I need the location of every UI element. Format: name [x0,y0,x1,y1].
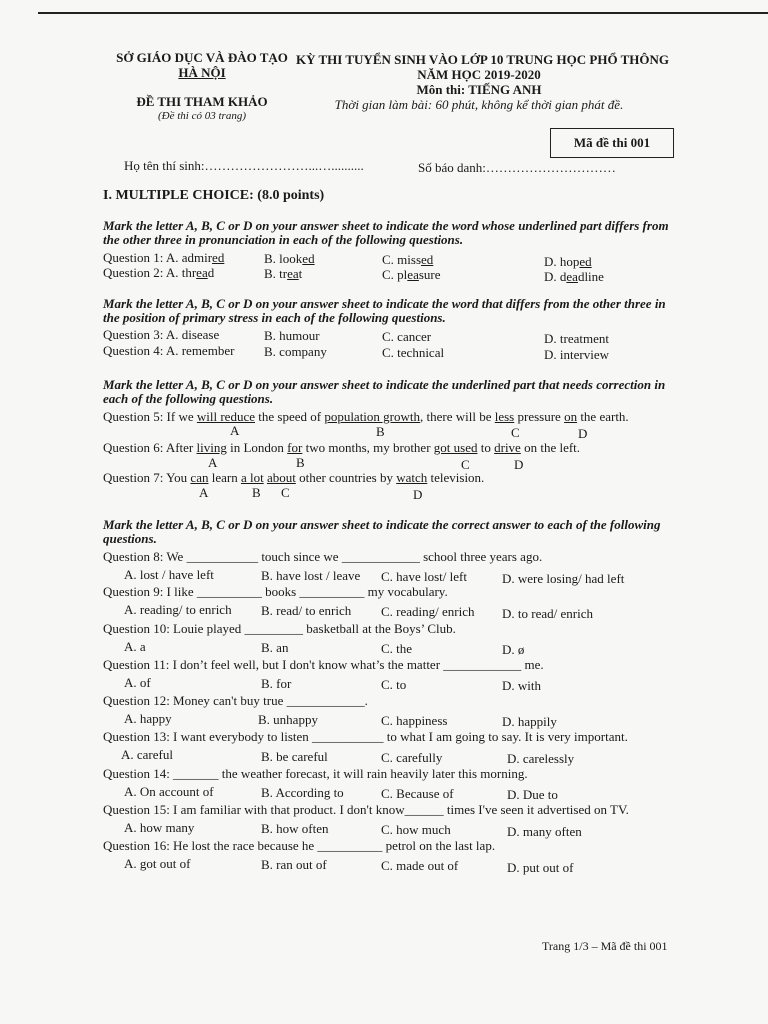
question-10-stem: Question 10: Louie played _________ basketball at the Boys’ Club. [103,621,456,636]
question-5-letter-d: D [578,426,588,441]
candidate-number-field: Số báo danh:………………………… [418,160,616,175]
top-border-line [38,12,768,14]
instruction-correction: Mark the letter A, B, C or D on your answer sheet to indicate the underlined part that needs correction in each of the following questions. [103,377,666,406]
question-12-stem: Question 12: Money can't buy true ____________. [103,693,368,708]
question-6: Question 6: After living in London for two months, my brother got used to drive on the left. [103,440,581,455]
question-6-letter-b: B [296,455,305,470]
question-9-d: D. to read/ enrich [502,606,593,621]
question-16-d: D. put out of [507,860,574,875]
question-12-c: C. happiness [381,713,448,728]
exam-title: KỲ THI TUYỂN SINH VÀO LỚP 10 TRUNG HỌC PHỔ THÔNG [296,52,669,67]
question-12-d: D. happily [502,714,557,729]
candidate-name-field: Họ tên thí sinh:……………………...….......... [124,158,364,173]
question-8-stem: Question 8: We ___________ touch since we ____________ school three years ago. [103,549,543,564]
subject: Môn thi: TIẾNG ANH [416,82,542,97]
question-2-c: C. pleasure [382,267,441,282]
question-16-a: A. got out of [124,856,191,871]
question-11-d: D. with [502,678,541,693]
question-14-c: C. Because of [381,786,454,801]
question-10-b: B. an [261,640,289,655]
question-10-c: C. the [381,641,413,656]
department-block [112,50,292,124]
question-15-d: D. many often [507,824,582,839]
question-8-a: A. lost / have left [124,567,214,582]
question-3-b: B. humour [264,328,320,343]
time-note: Thời gian làm bài: 60 phút, không kể thời gian phát đề. [334,97,624,112]
question-1-c: C. missed [382,252,434,267]
question-4-d: D. interview [544,347,609,362]
question-14-stem: Question 14: _______ the weather forecast, it will rain heavily later this morning. [103,766,528,781]
question-1-d: D. hoped [544,254,592,269]
exam-title-block [296,52,669,112]
department-line2: HÀ NỘI [178,65,226,80]
question-12-a: A. happy [124,711,172,726]
question-9-c: C. reading/ enrich [381,604,475,619]
question-11-c: C. to [381,677,407,692]
page-footer: Trang 1/3 – Mã đề thi 001 [542,939,668,953]
question-15-stem: Question 15: I am familiar with that product. I don't know______ times I've seen it advertised on TV. [103,802,629,817]
question-1-b: B. looked [264,251,315,266]
question-11-a: A. of [124,675,151,690]
question-3-d: D. treatment [544,331,609,346]
section-title: I. MULTIPLE CHOICE: (8.0 points) [103,188,325,203]
question-8-b: B. have lost / leave [261,568,361,583]
pages-note: (Đề thi có 03 trang) [158,110,246,122]
question-11-stem: Question 11: I don’t feel well, but I don't know what’s the matter ____________ me. [103,657,544,672]
question-5-letter-a: A [230,423,240,438]
question-7-letter-c: C [281,485,290,500]
school-year: NĂM HỌC 2019-2020 [417,67,541,82]
question-3-c: C. cancer [382,329,432,344]
question-15-c: C. how much [381,822,451,837]
question-13-c: C. carefully [381,750,443,765]
question-13-a: A. careful [121,747,173,762]
question-13-stem: Question 13: I want everybody to listen ___________ to what I am going to say. It is very important. [103,729,628,744]
question-9-a: A. reading/ to enrich [124,602,232,617]
question-16-stem: Question 16: He lost the race because he __________ petrol on the last lap. [103,838,496,853]
question-7: Question 7: You can learn a lot about other countries by watch television. [103,470,485,485]
question-4-b: B. company [264,344,327,359]
question-1-a: Question 1: A. admired [103,250,225,265]
question-5: Question 5: If we will reduce the speed of population growth, there will be less pressure on the earth. [103,409,629,424]
instruction-pronunciation: Mark the letter A, B, C or D on your answer sheet to indicate the word whose underlined part differs from the other three in pronunciation in each of the following questions. [103,218,669,247]
exam-code-box: Mã đề thi 001 [550,128,674,158]
doc-type: ĐỀ THI THAM KHẢO [136,94,268,109]
department-line1: SỞ GIÁO DỤC VÀ ĐÀO TẠO [116,50,288,65]
question-6-letter-d: D [514,457,524,472]
question-7-letter-d: D [413,487,423,502]
question-5-letter-c: C [511,425,520,440]
question-3-a: Question 3: A. disease [103,327,220,342]
question-11-b: B. for [261,676,292,691]
question-14-b: B. According to [261,785,344,800]
question-2-b: B. treat [264,266,303,281]
question-2-d: D. deadline [544,269,604,284]
question-4-a: Question 4: A. remember [103,343,235,358]
question-4-c: C. technical [382,345,445,360]
question-9-b: B. read/ to enrich [261,603,352,618]
question-10-a: A. a [124,639,146,654]
question-10-d: D. ø [502,642,525,657]
question-16-c: C. made out of [381,858,459,873]
question-6-letter-a: A [208,455,218,470]
question-15-b: B. how often [261,821,329,836]
question-13-d: D. carelessly [507,751,575,766]
question-13-b: B. be careful [261,749,328,764]
question-9-stem: Question 9: I like __________ books __________ my vocabulary. [103,584,448,599]
question-14-d: D. Due to [507,787,558,802]
question-15-a: A. how many [124,820,195,835]
question-8-d: D. were losing/ had left [502,571,625,586]
question-7-letter-b: B [252,485,261,500]
question-7-letter-a: A [199,485,209,500]
question-16-b: B. ran out of [261,857,327,872]
instruction-stress: Mark the letter A, B, C or D on your answer sheet to indicate the word that differs from the other three in the position of primary stress in each of the following questions. [103,296,666,325]
question-5-letter-b: B [376,424,385,439]
instruction-correct-answer: Mark the letter A, B, C or D on your answer sheet to indicate the correct answer to each of the following questions. [103,517,661,546]
question-2-a: Question 2: A. thread [103,265,215,280]
question-6-letter-c: C [461,457,470,472]
question-12-b: B. unhappy [258,712,318,727]
question-8-c: C. have lost/ left [381,569,467,584]
question-14-a: A. On account of [124,784,214,799]
